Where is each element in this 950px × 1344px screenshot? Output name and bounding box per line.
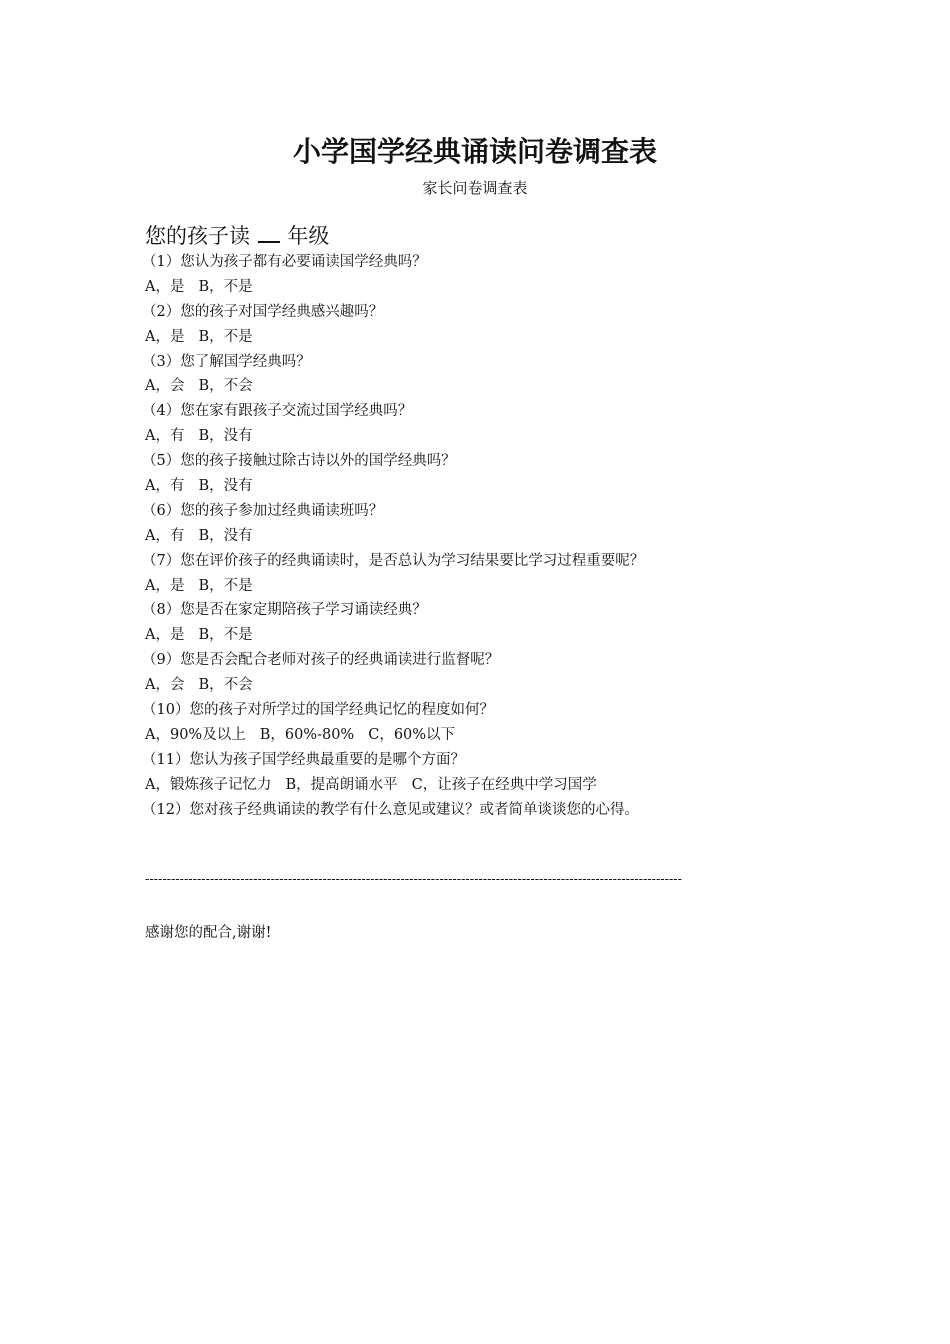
grade-prefix: 您的孩子读: [145, 224, 250, 248]
option-11-a[interactable]: A，锻炼孩子记忆力: [145, 776, 272, 793]
option-1-a[interactable]: A，是: [145, 278, 185, 295]
question-1: （1）您认为孩子都有必要诵读国学经典吗？: [142, 254, 427, 270]
divider-line: ----------------------------------------------------------------------------------------------------------------------------: [145, 872, 682, 886]
options-row-6: [145, 524, 785, 549]
option-4-a[interactable]: A，有: [145, 428, 185, 445]
option-3-b[interactable]: B，不会: [198, 378, 253, 395]
options-row-3: [145, 374, 785, 399]
options-row-8: [145, 623, 785, 648]
option-2-a[interactable]: A，是: [145, 328, 185, 345]
option-4-b[interactable]: B，没有: [198, 428, 253, 445]
question-11: （11）您认为孩子国学经典最重要的是哪个方面？: [142, 751, 465, 768]
option-3-a[interactable]: A，会: [145, 378, 185, 395]
option-10-b[interactable]: B，60%-80%: [259, 726, 355, 743]
document-subtitle: 家长问卷调查表: [422, 179, 528, 197]
option-8-a[interactable]: A，是: [145, 627, 185, 644]
option-5-b[interactable]: B，没有: [198, 478, 253, 495]
option-1-b[interactable]: B，不是: [198, 278, 253, 295]
options-row-4: [145, 424, 785, 449]
option-2-b[interactable]: B，不是: [198, 328, 253, 345]
options-row-11: [145, 773, 785, 798]
question-10: （10）您的孩子对所学过的国学经典记忆的程度如何？: [142, 702, 494, 719]
question-5: （5）您的孩子接触过除古诗以外的国学经典吗？: [142, 453, 456, 470]
question-12: （12）您对孩子经典诵读的教学有什么意见或建议？或者简单谈谈您的心得。: [142, 801, 639, 818]
question-6: （6）您的孩子参加过经典诵读班吗？: [142, 502, 384, 519]
option-10-c[interactable]: C，60%以下: [368, 726, 456, 743]
options-row-9: [145, 673, 785, 698]
thanks-text: 感谢您的配合,谢谢!: [145, 925, 272, 941]
option-6-b[interactable]: B，没有: [198, 527, 253, 544]
questionnaire-body: [142, 222, 785, 822]
option-9-a[interactable]: A，会: [145, 677, 185, 694]
question-list: [142, 250, 785, 822]
option-7-a[interactable]: A，是: [145, 577, 185, 594]
question-8: （8）您是否在家定期陪孩子学习诵读经典？: [142, 602, 427, 619]
grade-blank[interactable]: [258, 223, 280, 243]
grade-suffix: 年级: [287, 224, 330, 248]
option-9-b[interactable]: B，不会: [198, 677, 253, 694]
question-4: （4）您在家有跟孩子交流过国学经典吗？: [142, 403, 413, 420]
option-10-a[interactable]: A，90%及以上: [145, 726, 246, 743]
options-row-2: [145, 325, 785, 350]
question-7: （7）您在评价孩子的经典诵读时，是否总认为学习结果要比学习过程重要呢？: [142, 552, 645, 569]
option-8-b[interactable]: B，不是: [198, 627, 253, 644]
options-row-7: [145, 574, 785, 599]
option-5-a[interactable]: A，有: [145, 478, 185, 495]
option-11-b[interactable]: B，提高朗诵水平: [285, 776, 398, 793]
option-6-a[interactable]: A，有: [145, 527, 185, 544]
option-11-c[interactable]: C，让孩子在经典中学习国学: [411, 776, 597, 793]
question-9: （9）您是否会配合老师对孩子的经典诵读进行监督呢？: [142, 652, 500, 669]
options-row-5: [145, 474, 785, 499]
options-row-1: [145, 275, 785, 300]
question-2: （2）您的孩子对国学经典感兴趣吗？: [142, 303, 384, 320]
document-title: 小学国学经典诵读问卷调查表: [292, 135, 657, 168]
options-row-10: [145, 723, 785, 748]
grade-line: [145, 222, 785, 250]
question-3: （3）您了解国学经典吗？: [142, 353, 311, 370]
option-7-b[interactable]: B，不是: [198, 577, 253, 594]
